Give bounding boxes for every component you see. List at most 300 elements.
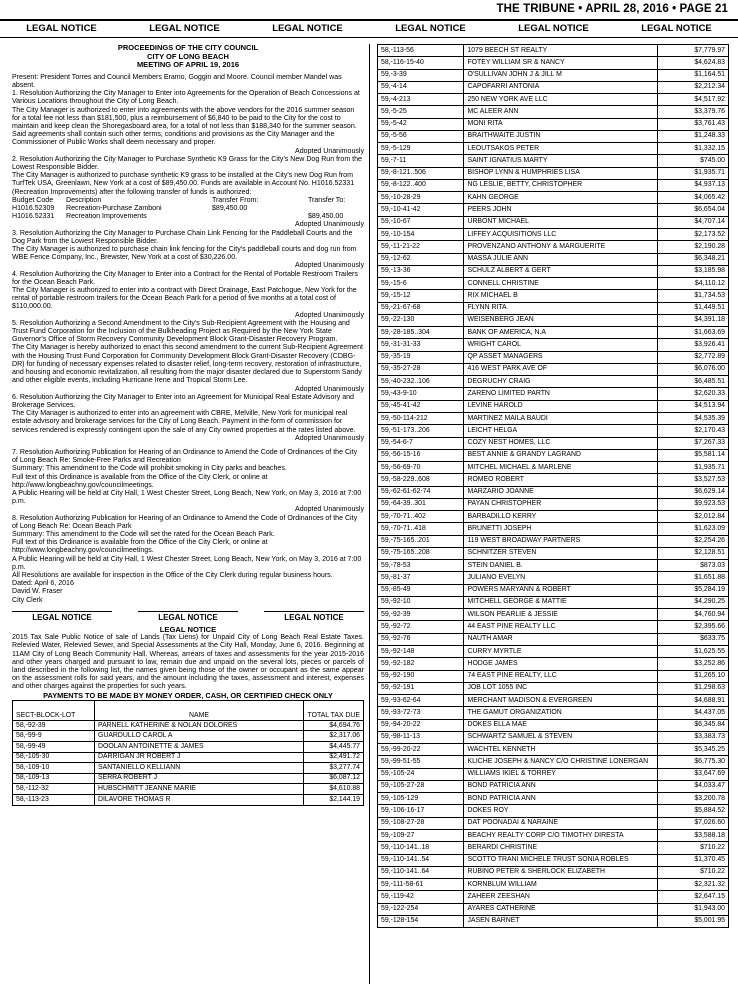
- owner-name-cell: MC ALEER ANN: [464, 106, 657, 118]
- lot-cell: 59,-75-165..201: [378, 535, 464, 547]
- col-header-total: TOTAL TAX DUE: [304, 700, 364, 720]
- lot-cell: 59,-64-39..301: [378, 498, 464, 510]
- table-row: [378, 204, 729, 216]
- table-row: [13, 784, 364, 795]
- resolution-8: [12, 515, 364, 572]
- table-row: [378, 462, 729, 474]
- owner-name-cell: WACHTEL KENNETH: [464, 744, 657, 756]
- table-row: [378, 511, 729, 523]
- transfer-to-header: Transfer To:: [308, 196, 346, 204]
- table-row: [378, 572, 729, 584]
- legal-notice-label: LEGAL NOTICE: [395, 23, 466, 34]
- tax-due-cell: $7,026.60: [657, 817, 728, 829]
- tax-due-cell: $5,581.14: [657, 449, 728, 461]
- lot-cell: 59,-110-141..54: [378, 854, 464, 866]
- table-row: [378, 891, 729, 903]
- lot-cell: 59,-35-19: [378, 351, 464, 363]
- tax-due-cell: $3,252.86: [657, 658, 728, 670]
- table-row: [378, 351, 729, 363]
- tax-due-cell: $4,610.88: [304, 784, 364, 795]
- lot-cell: 59,-94-20-22: [378, 719, 464, 731]
- adopted-note: Adopted Unanimously: [295, 221, 364, 229]
- lot-cell: 59,-51-173..206: [378, 425, 464, 437]
- tax-due-cell: $4,065.42: [657, 192, 728, 204]
- tax-due-cell: $3,379.76: [657, 106, 728, 118]
- lot-cell: 58,-109-10: [13, 763, 95, 774]
- tax-due-cell: $6,654.04: [657, 204, 728, 216]
- lot-cell: 59,-110-141..18: [378, 842, 464, 854]
- table-row: [378, 94, 729, 106]
- proceedings-header: [12, 44, 364, 70]
- tax-due-cell: $6,485.51: [657, 376, 728, 388]
- lot-cell: 58,-99-9: [13, 731, 95, 742]
- resolution-title: 4. Resolution Authorizing the City Manager to Enter into a Contract for the Rental of Portable Restroom Trailers for the Ocean Beach Park.: [12, 270, 358, 286]
- tax-due-cell: $4,624.83: [657, 57, 728, 69]
- dated-line: Dated: April 6, 2016: [12, 580, 74, 588]
- transfer-to: $89,450.00: [308, 213, 344, 221]
- table-row: [378, 400, 729, 412]
- table-row: [378, 817, 729, 829]
- owner-name-cell: RIX MICHAEL B: [464, 290, 657, 302]
- owner-name-cell: KAHN GEORGE: [464, 192, 657, 204]
- legal-notice-label: LEGAL NOTICE: [12, 611, 112, 622]
- tax-due-cell: $2,491.72: [304, 752, 364, 763]
- table-row: [378, 167, 729, 179]
- owner-name-cell: KLICHE JOSEPH & NANCY C/O CHRISTINE LONERGAN: [464, 756, 657, 768]
- tax-due-cell: $4,445.77: [304, 742, 364, 753]
- owner-name-cell: CONNELL CHRISTINE: [464, 278, 657, 290]
- tax-due-cell: $4,513.94: [657, 400, 728, 412]
- tax-due-cell: $1,265.10: [657, 670, 728, 682]
- lot-cell: 59,-109-27: [378, 830, 464, 842]
- payments-heading: PAYMENTS TO BE MADE BY MONEY ORDER, CASH, OR CERTIFIED CHECK ONLY: [43, 690, 333, 700]
- table-row: [378, 646, 729, 658]
- owner-name-cell: CURRY MYRTLE: [464, 646, 657, 658]
- lot-cell: 59,-108-27-28: [378, 817, 464, 829]
- tax-due-cell: $3,588.18: [657, 830, 728, 842]
- owner-name-cell: ZAHEER ZEESHAN: [464, 891, 657, 903]
- tax-due-cell: $1,164.51: [657, 69, 728, 81]
- owner-name-cell: DAT POONADAI & NARAINE: [464, 817, 657, 829]
- tax-due-cell: $2,620.33: [657, 388, 728, 400]
- lot-cell: 58,-112-32: [13, 784, 95, 795]
- tax-due-cell: $1,734.53: [657, 290, 728, 302]
- table-row: [378, 192, 729, 204]
- legal-notice-strip: [0, 23, 738, 36]
- lot-cell: 59,-43-9-10: [378, 388, 464, 400]
- tax-due-cell: $2,647.15: [657, 891, 728, 903]
- owner-name-cell: MARTINEZ MAILA BAUDI: [464, 412, 657, 424]
- owner-name-cell: LEICHT HELGA: [464, 425, 657, 437]
- tax-due-cell: $3,527.53: [657, 474, 728, 486]
- tax-sale-heading: LEGAL NOTICE: [159, 624, 217, 634]
- tax-due-cell: $2,395.66: [657, 621, 728, 633]
- resolution-2: [12, 156, 364, 230]
- col-header-lot: SECT-BLOCK-LOT: [13, 700, 95, 720]
- table-row: [378, 130, 729, 142]
- tax-due-cell: $3,185.98: [657, 265, 728, 277]
- lot-cell: 59,-4-14: [378, 81, 464, 93]
- tax-due-cell: $4,110.12: [657, 278, 728, 290]
- table-row: [378, 830, 729, 842]
- table-row: [378, 290, 729, 302]
- lot-cell: 59,-111-58-61: [378, 879, 464, 891]
- table-row: [378, 327, 729, 339]
- budget-header: [12, 197, 364, 205]
- owner-name-cell: HUBSCHMITT JEANNE MARIE: [95, 784, 304, 795]
- tax-due-cell: $4,937.13: [657, 179, 728, 191]
- table-row: [378, 915, 729, 927]
- lot-cell: 59,-15-6: [378, 278, 464, 290]
- signer-title: City Clerk: [12, 596, 43, 604]
- owner-name-cell: NAUTH AMAR: [464, 633, 657, 645]
- tax-due-cell: $6,076.00: [657, 363, 728, 375]
- table-row: [378, 81, 729, 93]
- table-row: [378, 253, 729, 265]
- owner-name-cell: COZY NEST HOMES, LLC: [464, 437, 657, 449]
- table-row: [378, 388, 729, 400]
- table-row: [378, 57, 729, 69]
- legal-notice-label: LEGAL NOTICE: [641, 23, 712, 34]
- table-row: [378, 265, 729, 277]
- lot-cell: 59,-8-122..400: [378, 179, 464, 191]
- proceedings-heading: PROCEEDINGS OF THE CITY COUNCIL: [117, 43, 259, 52]
- table-row: [378, 314, 729, 326]
- owner-name-cell: AYARES CATHERINE: [464, 903, 657, 915]
- resolution-1: [12, 90, 364, 156]
- table-row: [378, 278, 729, 290]
- lot-cell: 59,-12-62: [378, 253, 464, 265]
- resolution-title: 5. Resolution Authorizing a Second Amendment to the City's Sub-Recipient Agreement with the Housing and Trust Fund Corporation for the Inclusion of the Bulkheading Project as Required by the New York State Governor's Office of Storm Recovery Community Development Block Grant-Disaster Recovery Program.: [12, 319, 350, 344]
- masthead-rule: [0, 19, 738, 21]
- owner-name-cell: BISHOP LYNN & HUMPHRIES LISA: [464, 167, 657, 179]
- lot-cell: 59,-106-16-17: [378, 805, 464, 817]
- resolution-body: The City Manager is authorized to enter into a contract with Direct Drainage, East Patchogue, New York for the rental of portable restroom trailers for the Ocean Beach Park for a period of five months at a total cost of $110,000.00.: [12, 287, 357, 311]
- owner-name-cell: DOKES ELLA MAE: [464, 719, 657, 731]
- owner-name-cell: 1079 BEECH ST REALTY: [464, 45, 657, 57]
- lot-cell: 59,-5-129: [378, 143, 464, 155]
- tax-due-cell: $1,625.55: [657, 646, 728, 658]
- tax-due-cell: $3,200.78: [657, 793, 728, 805]
- adopted-note: Adopted Unanimously: [295, 385, 364, 393]
- tax-due-cell: $1,651.88: [657, 572, 728, 584]
- lot-cell: 58,-109-13: [13, 773, 95, 784]
- tax-due-cell: $2,144.19: [304, 794, 364, 805]
- lot-cell: 59,-54-6-7: [378, 437, 464, 449]
- tax-due-cell: $1,298.63: [657, 682, 728, 694]
- owner-name-cell: MITCHEL MICHAEL & MARLENE: [464, 462, 657, 474]
- table-row: [378, 69, 729, 81]
- owner-name-cell: PROVENZANO ANTHONY & MARGUERITE: [464, 241, 657, 253]
- owner-name-cell: BEACHY REALTY CORP C/O TIMOTHY DIRESTA: [464, 830, 657, 842]
- owner-name-cell: DOOLAN ANTOINETTE & JAMES: [95, 742, 304, 753]
- lot-cell: 59,-7-11: [378, 155, 464, 167]
- lot-cell: 59,-4-213: [378, 94, 464, 106]
- owner-name-cell: 250 NEW YORK AVE LLC: [464, 94, 657, 106]
- lot-cell: 59,-92-190: [378, 670, 464, 682]
- tax-due-cell: $3,277.74: [304, 763, 364, 774]
- tax-due-cell: $2,170.43: [657, 425, 728, 437]
- resolution-4: [12, 271, 364, 320]
- table-row: [378, 449, 729, 461]
- tax-due-cell: $4,535.39: [657, 412, 728, 424]
- legal-notice-label: LEGAL NOTICE: [272, 23, 343, 34]
- resolution-5: [12, 320, 364, 394]
- resolution-title: 8. Resolution Authorizing Publication for Hearing of an Ordinance to Amend the Code of Ordinances of the City of Long Beach Re: Ocean Beach Park: [12, 514, 358, 530]
- lot-cell: 59,-78-53: [378, 560, 464, 572]
- lot-cell: 59,-92-39: [378, 609, 464, 621]
- owner-name-cell: SERRA ROBERT J: [95, 773, 304, 784]
- table-row: [378, 903, 729, 915]
- table-row: [378, 486, 729, 498]
- city-heading: CITY OF LONG BEACH: [147, 51, 229, 61]
- owner-name-cell: WRIGHT CAROL: [464, 339, 657, 351]
- tax-due-cell: $1,663.69: [657, 327, 728, 339]
- tax-due-cell: $3,647.69: [657, 768, 728, 780]
- owner-name-cell: GUARDULLO CAROL A: [95, 731, 304, 742]
- table-row: [378, 793, 729, 805]
- tax-due-cell: $4,707.14: [657, 216, 728, 228]
- owner-name-cell: FLYNN RITA: [464, 302, 657, 314]
- owner-name-cell: BANK OF AMERICA, N.A: [464, 327, 657, 339]
- table-row: [13, 752, 364, 763]
- tax-due-cell: $1,449.51: [657, 302, 728, 314]
- lot-cell: 59,-98-11-13: [378, 731, 464, 743]
- legal-notice-label: LEGAL NOTICE: [26, 23, 97, 34]
- tax-due-cell: $1,623.09: [657, 523, 728, 535]
- tax-due-cell: $2,212.34: [657, 81, 728, 93]
- lot-cell: 59,-10-67: [378, 216, 464, 228]
- lot-cell: 59,-99-51-55: [378, 756, 464, 768]
- owner-name-cell: MITCHELL GEORGE & MATTIE: [464, 596, 657, 608]
- table-row: [378, 241, 729, 253]
- tax-due-cell: $2,190.28: [657, 241, 728, 253]
- budget-code-header: Budget Code: [12, 196, 54, 204]
- tax-due-cell: $3,761.43: [657, 118, 728, 130]
- resolution-7: [12, 449, 364, 515]
- lot-cell: 59,-56-15-16: [378, 449, 464, 461]
- masthead-title: THE TRIBUNE • APRIL 28, 2016 • PAGE 21: [496, 3, 728, 15]
- adopted-note: Adopted Unanimously: [295, 262, 364, 270]
- tax-due-cell: $710.22: [657, 866, 728, 878]
- table-row: [378, 670, 729, 682]
- table-header-row: [13, 700, 364, 720]
- tax-due-cell: $6,345.84: [657, 719, 728, 731]
- tax-due-cell: $5,284.19: [657, 584, 728, 596]
- owner-name-cell: LEVINE HAROLD: [464, 400, 657, 412]
- inline-legal-strip: [12, 611, 364, 622]
- tax-due-cell: $1,943.00: [657, 903, 728, 915]
- tax-due-cell: $7,779.97: [657, 45, 728, 57]
- tax-due-cell: $2,173.52: [657, 228, 728, 240]
- owner-name-cell: DOKES ROY: [464, 805, 657, 817]
- owner-name-cell: FOTEY WILLIAM SR & NANCY: [464, 57, 657, 69]
- owner-name-cell: PAYAN CHRISTOPHER: [464, 498, 657, 510]
- lot-cell: 59,-99-20-22: [378, 744, 464, 756]
- tax-due-cell: $2,321.32: [657, 879, 728, 891]
- lot-cell: 59,-92-10: [378, 596, 464, 608]
- lot-cell: 59,-10-28-29: [378, 192, 464, 204]
- tax-due-cell: $1,248.33: [657, 130, 728, 142]
- lot-cell: 58,-116-15-40: [378, 57, 464, 69]
- table-row: [378, 842, 729, 854]
- lot-cell: 59,-15-12: [378, 290, 464, 302]
- tax-due-cell: $3,383.73: [657, 731, 728, 743]
- table-row: [378, 425, 729, 437]
- transfer-from-header: Transfer From:: [212, 196, 259, 204]
- owner-name-cell: DEGRUCHY CRAIG: [464, 376, 657, 388]
- owner-name-cell: O'SULLIVAN JOHN J & JILL M: [464, 69, 657, 81]
- table-row: [378, 621, 729, 633]
- transfer-from: $89,450.00: [212, 205, 248, 213]
- table-row: [378, 143, 729, 155]
- tax-due-cell: $4,688.91: [657, 695, 728, 707]
- owner-name-cell: DARRIGAN JR ROBERT J: [95, 752, 304, 763]
- meeting-heading: MEETING OF APRIL 19, 2016: [136, 60, 240, 70]
- table-row: [378, 731, 729, 743]
- tax-due-cell: $4,517.92: [657, 94, 728, 106]
- table-row: [13, 794, 364, 805]
- tax-due-cell: $9,923.53: [657, 498, 728, 510]
- closing-text: All Resolutions are available for inspection in the Office of the City Clerk during regular business hours.: [12, 571, 333, 579]
- lot-cell: 59,-75-165..208: [378, 547, 464, 559]
- table-row: [378, 474, 729, 486]
- lot-cell: 59,-128-154: [378, 915, 464, 927]
- owner-name-cell: WILSON PEARLIE & JESSIE: [464, 609, 657, 621]
- budget-code: H1016.52331: [12, 213, 55, 221]
- lot-cell: 59,-8-121..506: [378, 167, 464, 179]
- tax-due-cell: $633.75: [657, 633, 728, 645]
- owner-name-cell: KORNBLUM WILLIAM: [464, 879, 657, 891]
- lot-cell: 59,-10-41-42: [378, 204, 464, 216]
- owner-name-cell: 74 EAST PINE REALTY, LLC: [464, 670, 657, 682]
- lot-cell: 58,-113-56: [378, 45, 464, 57]
- lot-cell: 59,-105-27-28: [378, 780, 464, 792]
- strip-rule: [0, 37, 738, 38]
- tax-due-cell: $2,012.84: [657, 511, 728, 523]
- owner-name-cell: JOB LOT 1055 INC: [464, 682, 657, 694]
- table-row: [378, 658, 729, 670]
- tax-due-cell: $7,267.33: [657, 437, 728, 449]
- lot-cell: 59,-122-254: [378, 903, 464, 915]
- owner-name-cell: SCHWARTZ SAMUEL & STEVEN: [464, 731, 657, 743]
- lot-cell: 59,-35-27-28: [378, 363, 464, 375]
- owner-name-cell: BOND PATRICIA ANN: [464, 780, 657, 792]
- lot-cell: 59,-22-130: [378, 314, 464, 326]
- lot-cell: 59,-93-72-73: [378, 707, 464, 719]
- owner-name-cell: QP ASSET MANAGERS: [464, 351, 657, 363]
- owner-name-cell: SAINT IGNATIUS MARTY: [464, 155, 657, 167]
- table-row: [378, 376, 729, 388]
- table-row: [378, 780, 729, 792]
- owner-name-cell: BARBADILLO KERRY: [464, 511, 657, 523]
- col-header-name: NAME: [95, 700, 304, 720]
- tax-due-cell: $4,437.05: [657, 707, 728, 719]
- lot-cell: 59,-21-67-68: [378, 302, 464, 314]
- table-row: [13, 720, 364, 731]
- table-row: [378, 179, 729, 191]
- tax-due-cell: $2,128.51: [657, 547, 728, 559]
- legal-notice-label: LEGAL NOTICE: [518, 23, 589, 34]
- budget-description: Recreation-Purchase Zamboni: [66, 205, 162, 213]
- table-row: [378, 866, 729, 878]
- table-row: [378, 523, 729, 535]
- resolution-title: 6. Resolution Authorizing the City Manager to Enter into an Agreement for Municipal Real Estate Advisory and Brokerage Services.: [12, 393, 354, 409]
- owner-name-cell: BRAITHWAITE JUSTIN: [464, 130, 657, 142]
- lot-cell: 59,-70-71..402: [378, 511, 464, 523]
- signer-name: David W. Fraser: [12, 588, 63, 596]
- resolution-6: [12, 394, 364, 443]
- lot-cell: 59,-56-69-70: [378, 462, 464, 474]
- resolution-body: The City Manager is authorized to enter into an agreement with CBRE, Melville, New York for municipal real estate advisory and brokerage services for the City of Long Beach. Payment in the form of commission for services rendered is expressly contingent upon the sale of any City owned properties at the rates listed above.: [12, 410, 356, 434]
- budget-row: [12, 213, 364, 221]
- lot-cell: 59,-5-42: [378, 118, 464, 130]
- owner-name-cell: MASSA JULIE ANN: [464, 253, 657, 265]
- tax-due-cell: $5,345.25: [657, 744, 728, 756]
- lot-cell: 59,-5-56: [378, 130, 464, 142]
- table-row: [13, 731, 364, 742]
- owner-name-cell: ZARENO LIMITED PARTN: [464, 388, 657, 400]
- table-row: [378, 302, 729, 314]
- column-divider: [369, 44, 370, 984]
- right-column: [377, 44, 729, 928]
- lot-cell: 59,-92-148: [378, 646, 464, 658]
- legal-notice-label: LEGAL NOTICE: [264, 611, 364, 622]
- table-row: [378, 437, 729, 449]
- lot-cell: 59,-81-37: [378, 572, 464, 584]
- owner-name-cell: HODGE JAMES: [464, 658, 657, 670]
- owner-name-cell: STEIN DANIEL B.: [464, 560, 657, 572]
- table-row: [378, 118, 729, 130]
- table-row: [13, 742, 364, 753]
- tax-table-left: [12, 700, 364, 806]
- resolution-body: Summary: This amendment to the Code will prohibit smoking in City parks and beaches. Full text of this Ordinance is available from the Office of the City Clerk, or online at http://www.longbeachny.gov/councilmeetings. A Public Hearing will be held at City Hall, 1 West Chester Street, Long Beach, New York, on May 3, 2016 at 7:00 p.m.: [12, 465, 362, 506]
- table-row: [378, 106, 729, 118]
- lot-cell: 59,-62-61-62-74: [378, 486, 464, 498]
- lot-cell: 59,-3-39: [378, 69, 464, 81]
- lot-cell: 59,-13-36: [378, 265, 464, 277]
- table-row: [378, 879, 729, 891]
- owner-name-cell: SCHULZ ALBERT & GERT: [464, 265, 657, 277]
- resolution-body: The City Manager is hereby authorized to enact this second amendment to the current Sub-Recipient Agreement with the Housing Trust Fund Corporation for Community Development Block Grant-Disaster Recovery (CDBG-DR) for funding of necessary expenses related to disaster relief, long-term recovery, restoration of infrastructure, and housing and economic revitalization, all resulting from the major disaster declared due to Superstorm Sandy and other eligible events, including Hurricane Irene and Tropical Storm Lee.: [12, 344, 363, 385]
- tax-table-right: [377, 44, 729, 928]
- budget-code: H1016.52309: [12, 205, 55, 213]
- owner-name-cell: WILLIAMS IKIEL & TORREY: [464, 768, 657, 780]
- lot-cell: 59,-92-72: [378, 621, 464, 633]
- tax-due-cell: $4,391.18: [657, 314, 728, 326]
- table-row: [378, 363, 729, 375]
- table-row: [378, 707, 729, 719]
- resolution-title: 2. Resolution Authorizing the City Manager to Purchase Synthetic K9 Grass for the City's New Dog Run from the Lowest Responsible Bidder.: [12, 155, 362, 172]
- tax-due-cell: $1,370.45: [657, 854, 728, 866]
- table-row: [378, 560, 729, 572]
- adopted-note: Adopted Unanimously: [295, 506, 364, 514]
- tax-sale-body: 2015 Tax Sale Public Notice of sale of Lands (Tax Liens) for Unpaid City of Long Beach Real Estate Taxes. Relevied Water, Relevied Sewer, and Special Assessments at the City Hall, Monday, June 6, 2016. Beginning at 11AM City of Long Beach Community Hall. Whereas, arrears of taxes and assessments for the year 2015-2016 and other years charged and pursuant to law, remain due and unpaid on the several lots, pieces or parcels of land described in the following list, the names given being those of the owner or occupant as the same appear on the assessment rolls for said years, and the amount including the taxes, assessment and interest, expenses and other charges against the properties for such years.: [12, 634, 364, 691]
- owner-name-cell: MARZARIO JOANNE: [464, 486, 657, 498]
- owner-name-cell: 416 WEST PARK AVE OF: [464, 363, 657, 375]
- lot-cell: 58,-92-39: [13, 720, 95, 731]
- owner-name-cell: NG LESLIE, BETTY, CHRISTOPHER: [464, 179, 657, 191]
- tax-due-cell: $745.00: [657, 155, 728, 167]
- resolution-3: [12, 230, 364, 271]
- tax-due-cell: $6,348.21: [657, 253, 728, 265]
- table-row: [378, 498, 729, 510]
- lot-cell: 59,-105-129: [378, 793, 464, 805]
- table-row: [13, 773, 364, 784]
- owner-name-cell: CAPOFARRI ANTONIA: [464, 81, 657, 93]
- lot-cell: 58,-105-30: [13, 752, 95, 763]
- adopted-note: Adopted Unanimously: [295, 434, 364, 442]
